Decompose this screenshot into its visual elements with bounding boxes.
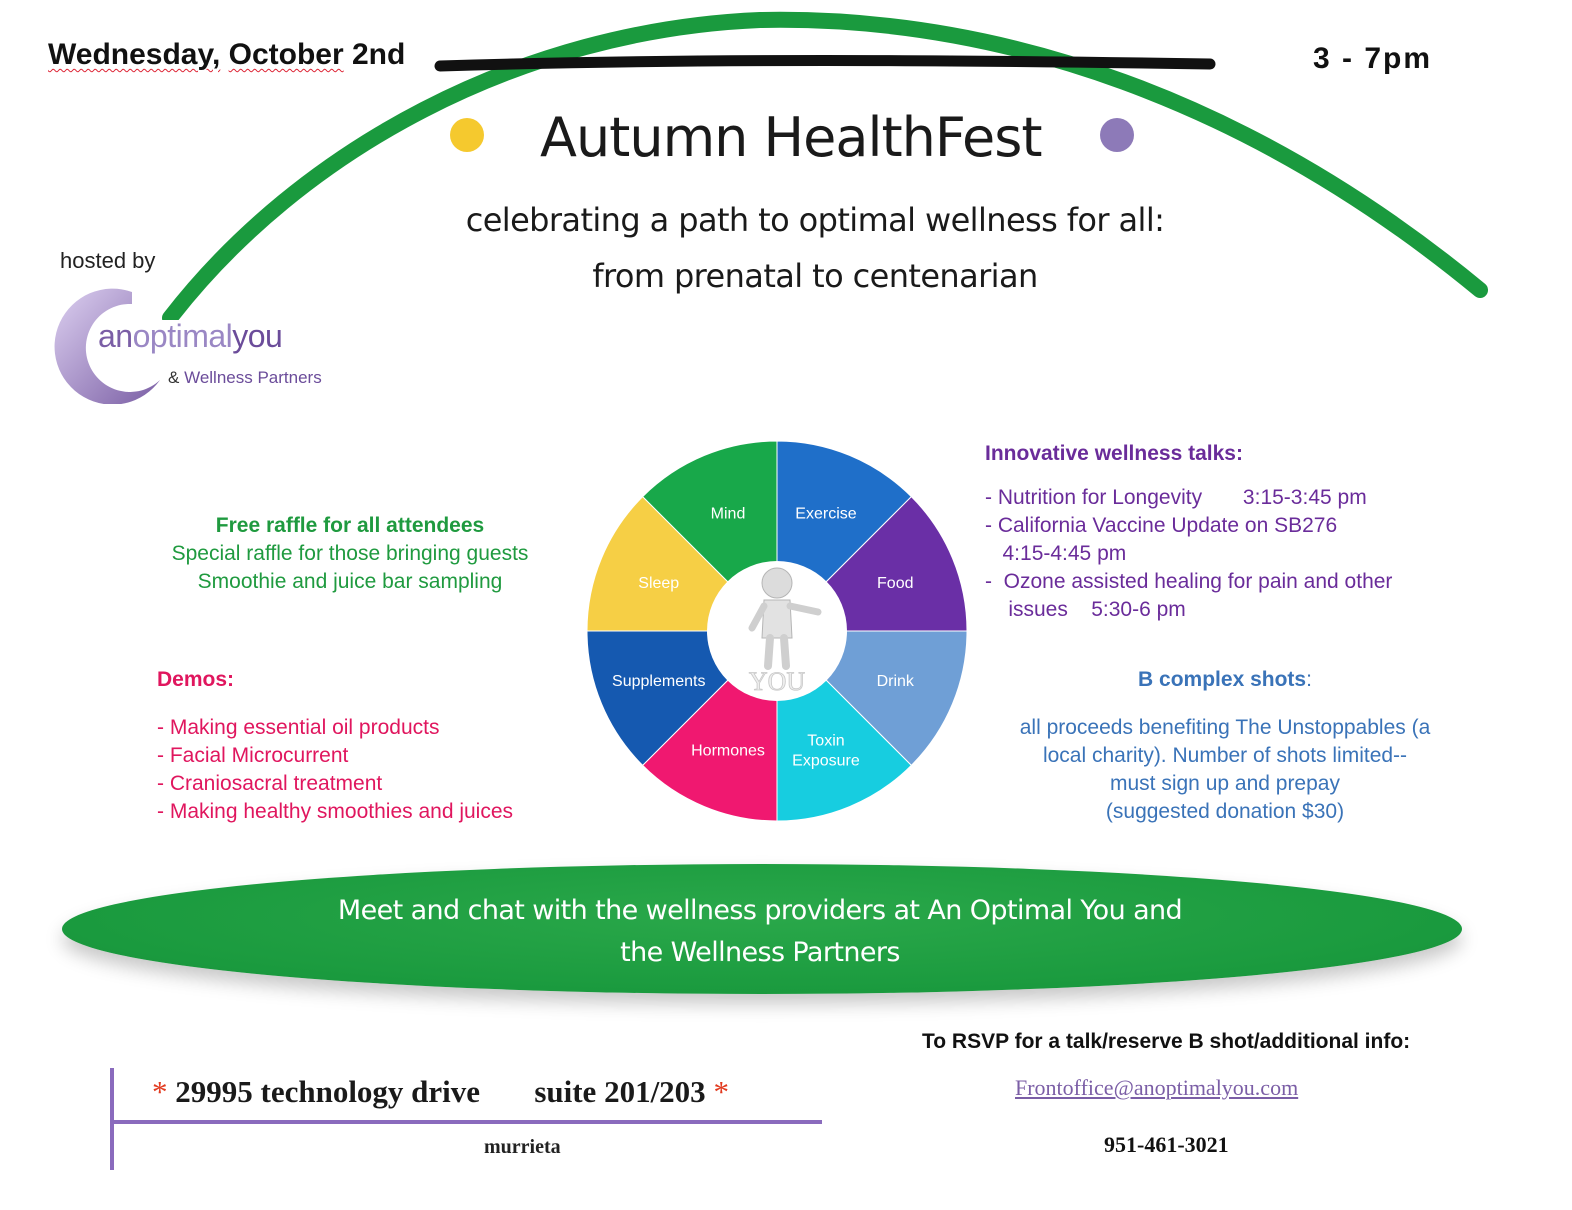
talk-item: 4:15-4:45 pm (985, 542, 1127, 565)
wheel-center-label: YOU (748, 667, 806, 696)
demos-section (157, 666, 513, 826)
banner-text (330, 890, 1190, 974)
event-subtitle (420, 192, 1210, 304)
wheel-segment-label: Hormones (691, 742, 765, 760)
subtitle-line-1: celebrating a path to optimal wellness for all: (465, 201, 1165, 239)
b-shots-line: all proceeds benefiting The Unstoppables (a (1019, 716, 1431, 739)
demo-item: - Facial Microcurrent (157, 744, 349, 767)
raffle-line: Special raffle for those bringing guests (171, 542, 529, 565)
yellow-dot-icon (450, 118, 484, 152)
event-date (48, 38, 405, 72)
b-shots-line: local charity). Number of shots limited-- (1042, 744, 1408, 767)
rsvp-email-link[interactable]: Frontoffice@anoptimalyou.com (1015, 1075, 1299, 1100)
b-shots-heading-row (985, 666, 1465, 694)
address-line (152, 1074, 729, 1110)
demo-item: - Making healthy smoothies and juices (157, 800, 514, 823)
talk-item: issues 5:30-6 pm (985, 598, 1186, 621)
asterisk-icon: * (713, 1074, 729, 1109)
wheel-segment-label: Sleep (638, 575, 680, 593)
address-street: 29995 technology drive (175, 1074, 481, 1109)
b-shots-heading: B complex shots (1138, 668, 1307, 691)
wheel-segment-label: Supplements (612, 672, 706, 690)
demo-item: - Making essential oil products (157, 716, 440, 739)
wheel-segment-label: Toxin Exposure (792, 732, 860, 770)
date-day: Wednesday, (48, 38, 221, 71)
demos-heading: Demos: (157, 668, 235, 691)
company-logo-text (98, 318, 282, 355)
address-city: murrieta (484, 1136, 561, 1158)
talk-item: - Nutrition for Longevity 3:15-3:45 pm (985, 486, 1367, 509)
logo-partners-text: Wellness Partners (184, 368, 322, 387)
logo-partners (168, 368, 322, 388)
raffle-heading: Free raffle for all attendees (215, 514, 485, 537)
wellness-wheel (586, 440, 968, 822)
subtitle-line-2: from prenatal to centenarian (592, 257, 1038, 295)
wheel-segment-label: Drink (876, 672, 914, 690)
b-shots-line: must sign up and prepay (1110, 772, 1340, 795)
logo-you: you (232, 318, 283, 354)
demo-item: - Craniosacral treatment (157, 772, 383, 795)
logo-ampersand: & (168, 368, 180, 387)
talk-item: - California Vaccine Update on SB276 (985, 514, 1338, 537)
b-shots-colon: : (1306, 668, 1312, 691)
wheel-segment-label: Food (877, 575, 914, 593)
event-time: 3 - 7pm (1312, 42, 1432, 75)
talks-section (985, 440, 1392, 624)
wheel-segment-label: Exercise (795, 505, 857, 523)
asterisk-icon: * (152, 1074, 168, 1109)
rsvp-phone: 951-461-3021 (1104, 1132, 1229, 1157)
event-title: Autumn HealthFest (540, 106, 1042, 169)
purple-dot-icon (1100, 118, 1134, 152)
b-shots-section (985, 666, 1465, 826)
address-suite: suite 201/203 (534, 1074, 706, 1109)
address-divider-vertical (110, 1068, 114, 1170)
wheel-segment-label: Mind (710, 505, 746, 523)
date-number: 2nd (352, 38, 406, 71)
banner-line-1: Meet and chat with the wellness providers at An Optimal You and (337, 895, 1183, 926)
raffle-line: Smoothie and juice bar sampling (197, 570, 503, 593)
address-divider-horizontal (110, 1120, 822, 1124)
talks-heading: Innovative wellness talks: (985, 442, 1243, 465)
banner-line-2: the Wellness Partners (620, 937, 900, 968)
raffle-section (120, 512, 580, 596)
date-month: October (228, 38, 344, 71)
rsvp-heading: To RSVP for a talk/reserve B shot/additional info: (922, 1030, 1411, 1053)
b-shots-line: (suggested donation $30) (1105, 800, 1345, 823)
logo-an: an (98, 318, 133, 354)
hosted-by-label: hosted by (60, 248, 156, 273)
logo-optimal: optimal (132, 318, 233, 354)
talk-item: - Ozone assisted healing for pain and other (985, 570, 1393, 593)
